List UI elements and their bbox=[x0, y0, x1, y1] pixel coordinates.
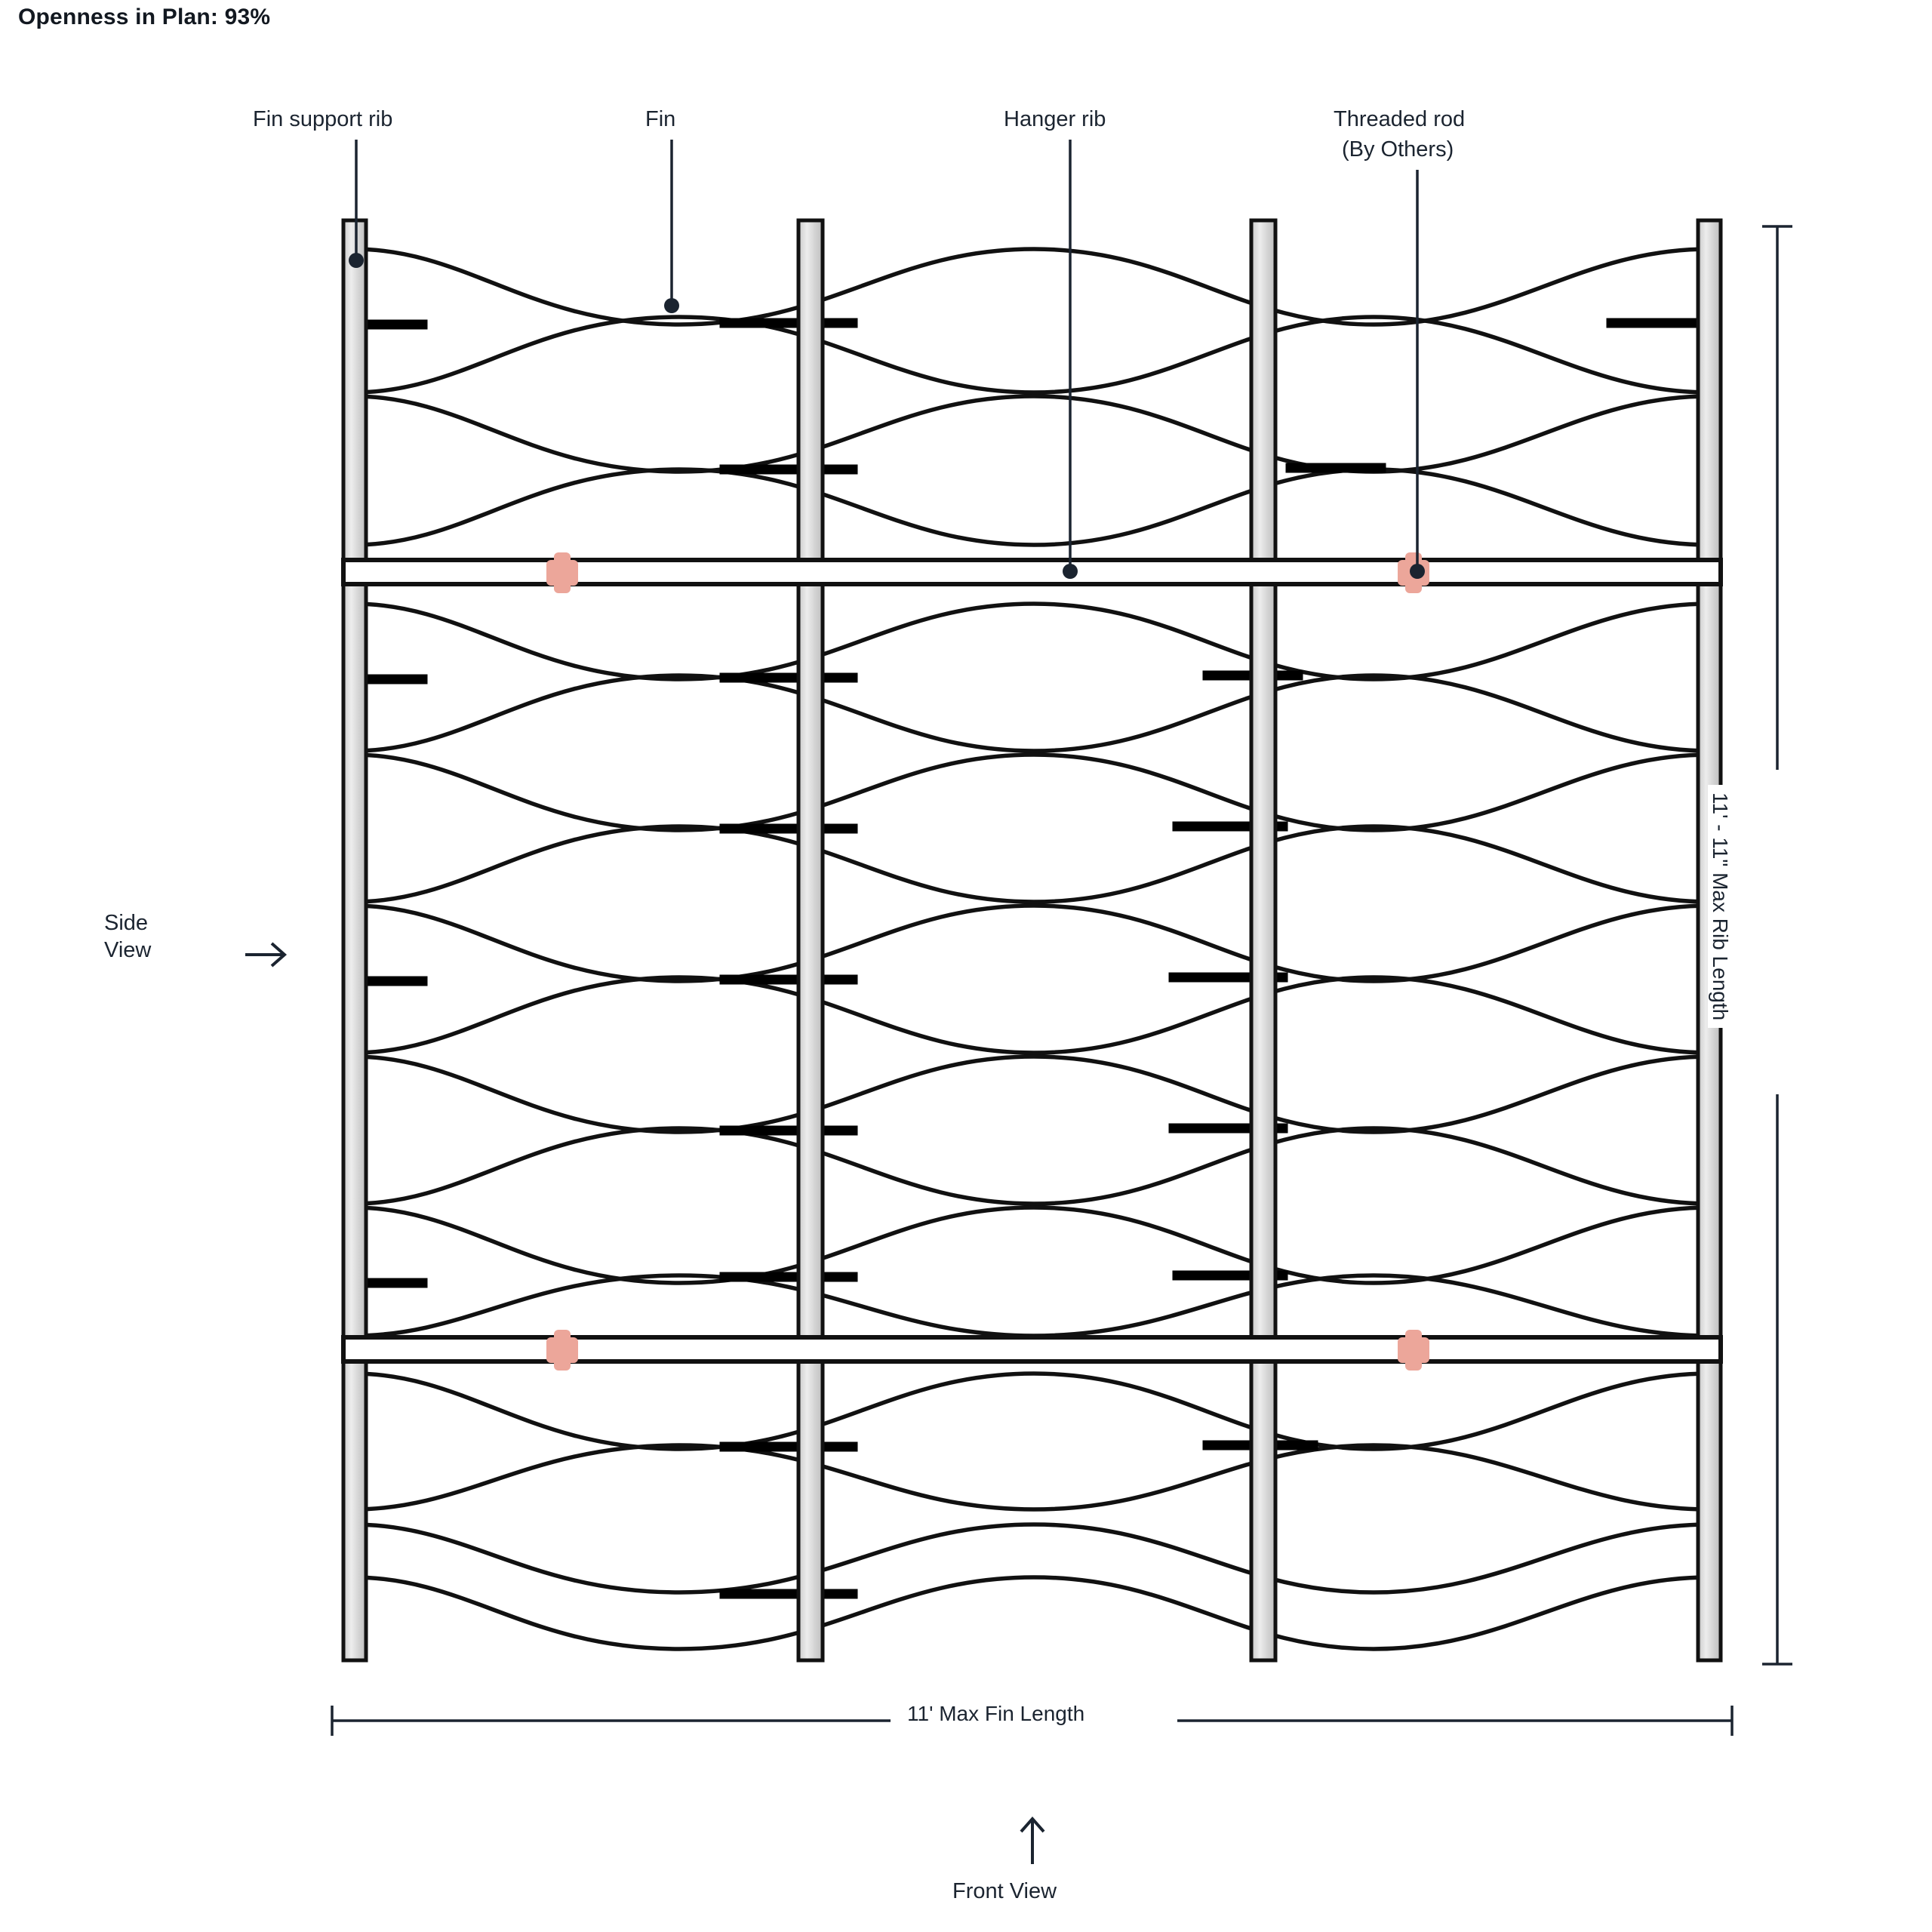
hanger-rib-left bbox=[798, 220, 823, 1660]
vertical-ribs bbox=[343, 220, 1721, 1660]
callout-label-threaded-rod: Threaded rod bbox=[1334, 107, 1466, 131]
page-title: Openness in Plan: 93% bbox=[18, 5, 271, 29]
fin-row bbox=[353, 755, 1709, 902]
side-view-arrow bbox=[245, 943, 285, 966]
callout-label-fin: Fin bbox=[645, 107, 676, 131]
fin-row bbox=[353, 906, 1709, 1053]
front-view-arrow bbox=[1021, 1819, 1044, 1864]
fin-row bbox=[353, 249, 1709, 392]
fin-row bbox=[353, 604, 1709, 751]
callout-label-fin-support-rib: Fin support rib bbox=[253, 107, 393, 131]
callout-label-hanger-rib: Hanger rib bbox=[1004, 107, 1106, 131]
fin-row bbox=[353, 1208, 1709, 1336]
callout-label-threaded-rod-sub: (By Others) bbox=[1342, 137, 1454, 162]
fin-row bbox=[353, 1524, 1709, 1649]
front-view-label: Front View bbox=[952, 1879, 1057, 1903]
fin-lattice bbox=[353, 249, 1709, 1649]
side-view-label-line1: Side bbox=[104, 911, 149, 935]
fin-support-rib bbox=[343, 220, 366, 1660]
bottom-dimension-label: 11' Max Fin Length bbox=[900, 1702, 1092, 1726]
side-view-label bbox=[104, 909, 151, 964]
side-view-label-line2: View bbox=[104, 938, 152, 962]
right-dimension-line bbox=[1762, 226, 1792, 1664]
hanger-rib-right bbox=[1251, 220, 1275, 1660]
fin-row bbox=[353, 1374, 1709, 1509]
fin-row bbox=[353, 1057, 1709, 1204]
fin-row bbox=[353, 396, 1709, 545]
right-dimension-label: 11' - 11" Max Rib Length bbox=[1708, 785, 1732, 1028]
